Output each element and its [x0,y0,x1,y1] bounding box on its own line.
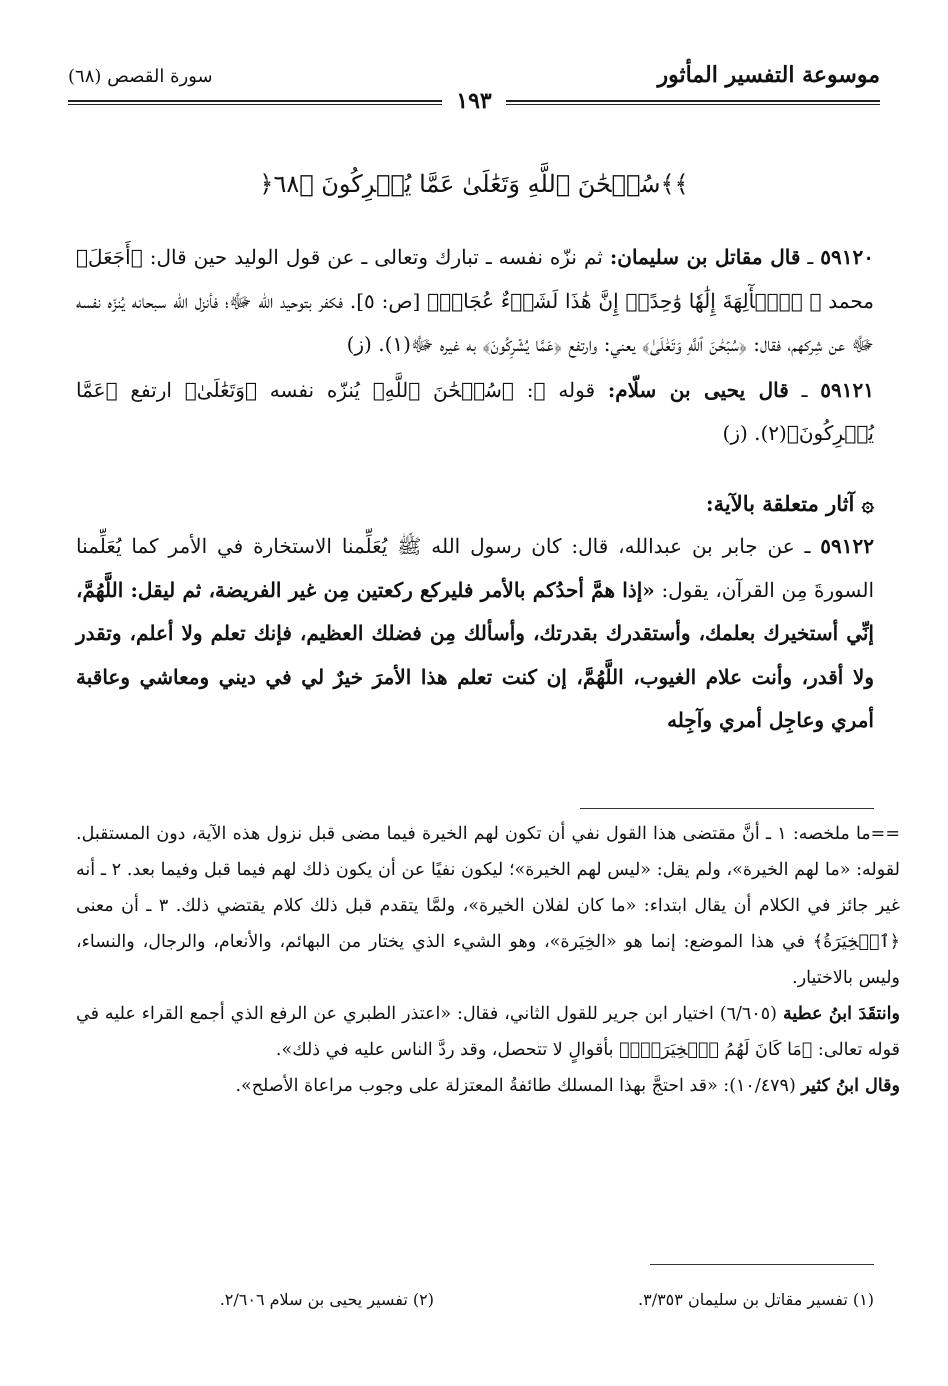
note-paragraph [76,996,900,1068]
section-title: ۞ آثار متعلقة بالآية: [705,490,874,516]
footnote-divider [650,1264,874,1265]
entry: ٥٩١٢٠ ـ قال مقاتل بن سليمان: ثم نزّه نفسه ـ تبارك وتعالى ـ عن قول الوليد حين قال: ﴿أَجَعَلَ﴾ محمد ﷺ ﴿ٱلۡأٓلِهَةَ إِلَٰهٗا وَٰحِدًاۖ إِنَّ هَٰذَا لَشَيۡءٌ عُجَابٞ﴾ [ص: ٥]. فكفر بتوحيد الله ﷻ؛ فأنزل الله سبحانه يُنزّه نفسه ﷻ عن شِركهم، فقال: ﴿سُبۡحَٰنَ ٱللَّهِ وَتَعَٰلَىٰ﴾ يعني: وارتفع ﴿عَمَّا يُشۡرِكُونَ﴾ به غيره ﷻ(١). (ز) [76,245,875,356]
main-body [76,236,874,745]
page-number: ١٩٣ [442,88,505,114]
notes-section [76,816,900,1104]
note-text: (٦/٦٠٥) اختيار ابن جرير للقول الثاني، فقال: «اعتذر الطبري عن الرفع الذي أجمع القراء عليه في قوله تعالى: ﴿مَا كَانَ لَهُمُ ٱلۡخِيَرَةُۚ﴾ بأقوالٍ لا تتحصل، وقد ردَّ الناس عليه في ذلك». [76,1004,900,1060]
notes-divider [580,808,874,809]
hadith-entry: ٥٩١٢٢ ـ عن جابر بن عبدالله، قال: كان رسول الله ﷺ يُعَلِّمنا الاستخارة في الأمر كما يُعَلِّمنا السورةَ مِن القرآن، يقول: «إذا همَّ أحدُكم بالأمر فليركع ركعتين مِن غير الفريضة، ثم ليقل: اللَّهُمَّ، إنِّي أستخيرك بعلمك، وأستقدرك بقدرتك، وأسألك مِن فضلك العظيم، فإنك تعلم ولا أعلم، وتقدر ولا أقدر، وأنت علام الغيوب، اللَّهُمَّ، إن كنت تعلم هذا الأمرَ خيرٌ لي في ديني ومعاشي وعاقبة أمري وعاجِل أمري وآجِله [76,534,875,732]
book-title: موسوعة التفسير المأثور [657,62,880,88]
entry-number: ٥٩١٢١ [820,377,874,402]
hadith-text: «إذا همَّ أحدُكم بالأمر فليركع ركعتين مِن غير الفريضة، ثم ليقل: اللَّهُمَّ، إنِّي أستخيرك بعلمك، وأستقدرك بقدرتك، وأسألك مِن فضلك العظيم، فإنك تعلم ولا أعلم، وتقدر ولا أقدر، وأنت علام الغيوب، اللَّهُمَّ، إن كنت تعلم هذا الأمرَ خيرٌ لي في ديني ومعاشي وعاقبة أمري وعاجِل أمري وآجِله [76,577,874,732]
entry-text: قوله ﷻ: ﴿سُبۡحَٰنَ ٱللَّهِ﴾ يُنزّه نفسه ﴿وَتَعَٰلَىٰ﴾ ارتفع ﴿عَمَّا يُشۡرِكُونَ﴾(٢). (ز) [76,377,874,445]
note-paragraph [76,1068,900,1104]
entry-text: ثم نزّه نفسه ـ تبارك وتعالى ـ عن قول الوليد حين قال: ﴿أَجَعَلَ﴾ محمد ﷺ ﴿ٱلۡأٓلِهَةَ إِلَٰهٗا وَٰحِدًاۖ إِنَّ هَٰذَا لَشَيۡءٌ عُجَابٞ﴾ [ص: ٥]. فكفر بتوحيد الله ﷻ؛ فأنزل الله سبحانه يُنزّه نفسه ﷻ عن شِركهم، فقال: ﴿سُبۡحَٰنَ ٱللَّهِ وَتَعَٰلَىٰ﴾ يعني: وارتفع ﴿عَمَّا يُشۡرِكُونَ﴾ به غيره ﷻ(١). (ز) [76,245,874,356]
footnote: (٢) تفسير يحيى بن سلام ٢/٦٠٦. [219,1290,434,1309]
footnote: (١) تفسير مقاتل بن سليمان ٣/٣٥٣. [638,1290,874,1309]
quran-verse: ﴿سُبۡحَٰنَ ٱللَّهِ وَتَعَٰلَىٰ عَمَّا يُشۡرِكُونَ ﴿٦٨﴾﴾ [259,170,689,198]
surah-title: سورة القصص (٦٨) [68,66,213,87]
hadith-number: ٥٩١٢٢ [820,534,874,558]
hadith-intro: عن جابر بن عبدالله، قال: كان رسول الله ﷺ يُعَلِّمنا الاستخارة في الأمر كما يُعَلِّمنا السورةَ مِن القرآن، يقول: [76,534,875,602]
entry-author: قال يحيى بن سلّام: [607,377,789,402]
note-lead: وقال ابنُ كثير [801,1076,900,1096]
entry-number: ٥٩١٢٠ [820,245,875,269]
entry: ٥٩١٢١ ـ قال يحيى بن سلّام: قوله ﷻ: ﴿سُبۡحَٰنَ ٱللَّهِ﴾ يُنزّه نفسه ﴿وَتَعَٰلَىٰ﴾ ارتفع ﴿عَمَّا يُشۡرِكُونَ﴾(٢). (ز) [76,377,874,445]
note-paragraph: ==ما ملخصه: ١ ـ أنَّ مقتضى هذا القول نفي أن تكون لهم الخيرة فيما مضى قبل نزول هذه الآية، دون المستقبل. لقوله: «ما لهم الخيرة»، ولم يقل: «ليس لهم الخيرة»؛ ليكون نفيًا عن أن يكون ذلك لهم فيما قبل وفيما بعد. ٢ ـ أنه غير جائز في الكلام أن يقال ابتداء: «ما كان لفلان الخيرة»، ولمَّا يتقدم قبل ذلك كلام يقتضي ذلك. ٣ ـ أن معنى ﴿ٱلۡخِيَرَةُ﴾ في هذا الموضع: إنما هو «الخِيَرة»، وهو الشيء الذي يختار من البهائم، والأنعام، والرجال، والنساء، وليس بالاختيار. [76,824,901,988]
note-text: (١٠/٤٧٩): «قد احتجَّ بهذا المسلك طائفةُ المعتزلة على وجوب مراعاة الأصلح». [235,1076,796,1096]
note-lead: وانتقَدَ ابنُ عطية [782,1004,900,1024]
entry-author: قال مقاتل بن سليمان: [609,245,801,269]
page-number-wrap [0,88,948,114]
